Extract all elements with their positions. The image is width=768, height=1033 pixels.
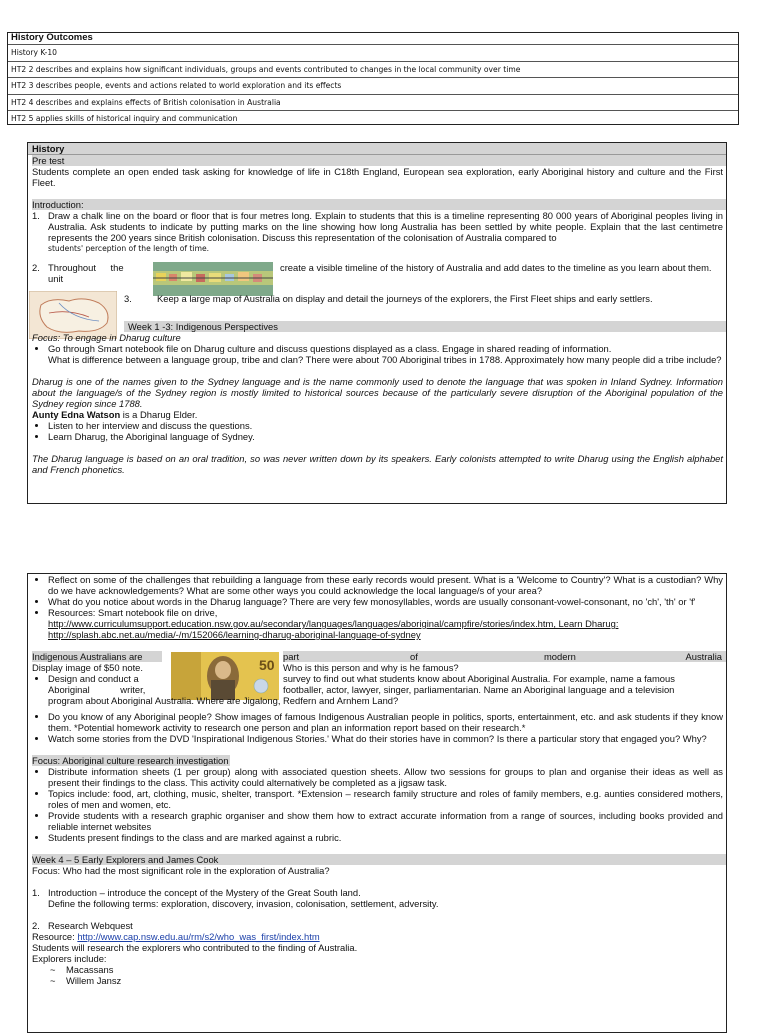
- webquest-link[interactable]: http://www.cap.nsw.edu.au/rm/s2/who_was_first/index.htm: [77, 931, 320, 942]
- outcomes-table: [7, 32, 739, 125]
- research-item: 2. Research Webquest: [32, 920, 133, 931]
- intro-item-3: 3. Keep a large map of Australia on display and detail the journeys of the explorers, the First Fleet ships and early settlers.: [32, 291, 723, 339]
- oral-tradition-paragraph: The Dharug language is based on an oral tradition, so was never written down by its speakers. Early colonists attempted to write Dharug using the English alphabet and French phonetics.: [32, 453, 723, 475]
- survey-left-2: Aboriginal writer,: [48, 684, 146, 695]
- history-section: [27, 142, 727, 504]
- intro-item-1-text: Draw a chalk line on the board or floor that is four metres long. Explain to students that this is a timeline representing 80 000 years of Aboriginal peoples living in Australia. Ask students to indicate by putting marks on the line showing how long Australia has been settled by white people. Explain that the last centimetre represents the 200 years since British colonisation. Discuss this representation of the colonisation of Australia compared to: [48, 210, 723, 243]
- list-item: [48, 673, 180, 695]
- survey-left: Design and conduct a: [48, 673, 139, 684]
- indigenous-block: [32, 651, 723, 709]
- bullet-text: Go through Smart notebook file on Dharug culture and discuss questions displayed as a class. Engage in shared reading of information.: [48, 343, 612, 354]
- explorer-item: ~ Willem Jansz: [66, 975, 723, 986]
- pretest-text: Students complete an open ended task asking for knowledge of life in C18th England, European sea exploration, early Aboriginal history and culture and the First Fleet.: [32, 166, 723, 188]
- list-item: • Learn Dharug, the Aboriginal language of Sydney.: [48, 431, 723, 442]
- students-research: Students will research the explorers who contributed to the finding of Australia.: [32, 942, 358, 953]
- display-note-text: Display image of $50 note.: [32, 662, 144, 673]
- outcome-row: HT2 3 describes people, events and actions related to world exploration and its effects: [8, 78, 738, 95]
- dharug-paragraph: Dharug is one of the names given to the Sydney language and is the name commonly used to denote the language that was spoken in Inland Sydney. Information about the language/s of the Sydney region is mostly limited to historical sources because of the particularly severe disruption of the Aboriginal population of the Sydney region since 1788.: [32, 376, 723, 409]
- fifty-dollar-note-image: [171, 652, 279, 700]
- resources-label: Resources: Smart notebook file on drive,: [48, 607, 218, 618]
- intro-item-2-tail: create a visible timeline of the history of Australia and add dates to the timeline as you learn about them.: [280, 262, 712, 273]
- aunty-name: Aunty Edna Watson: [32, 409, 121, 420]
- list-item: • Provide students with a research graphic organiser and show them how to extract accurate information from a range of sources, including books provided and reliable internet websites: [48, 810, 723, 832]
- outcome-row: HT2 2 describes and explains how significant individuals, groups and events contributed to changes in the local community over time: [8, 62, 738, 79]
- outcome-row: HT2 5 applies skills of historical inquiry and communication: [11, 114, 238, 123]
- list-item: • What do you notice about words in the Dharug language? There are very few monosyllables, words are usually consonant-vowel-consonant, no 'ch', 'th' or 'f': [48, 596, 723, 607]
- indigenous-australia: Australia: [685, 651, 722, 662]
- week-1-3-heading: Week 1 -3: Indigenous Perspectives: [124, 321, 726, 332]
- splash-link[interactable]: http://splash.abc.net.au/media/-/m/152066/learning-dharug-aboriginal-language-of-sydney: [48, 629, 421, 640]
- note-value: 50: [259, 657, 275, 673]
- intro-item-1: 1. Draw a chalk line on the board or floor that is four metres long. Explain to students that this is a timeline representing 80 000 years of Aboriginal peoples living in Australia. Ask students to indicate by putting marks on the line showing how long Australia has been settled by white people. Explain that the last centimetre represents the 200 years since British colonisation. Discuss this representation of the colonisation of Australia compared to students' perception of the length of time.: [32, 210, 723, 253]
- aunty-line: [32, 409, 723, 420]
- indigenous-left-text: Indigenous Australians are: [32, 651, 162, 662]
- list-item: • Reflect on some of the challenges that rebuilding a language from these early records would present. What is a 'Welcome to Country'? What is a custodian? Why do we have acknowledgements? What are some other ways you could acknowledge the local language/s of your area?: [48, 574, 723, 596]
- indigenous-right-shade: [283, 651, 726, 662]
- intro-item-2: 2. Throughout the unit create a visible timeline of the history of Australia and add dates to the timeline as you learn about them.: [32, 262, 723, 296]
- explorer-item: ~ Macassans: [66, 964, 723, 975]
- intro-item: 1. Introduction – introduce the concept of the Mystery of the Great South land. Define the following terms: exploration, discovery, invasion, colonisation, settlement, adversity.: [32, 887, 439, 909]
- focus-explorers: Focus: Who had the most significant role in the exploration of Australia?: [32, 865, 330, 876]
- explorers-label: Explorers include:: [32, 953, 107, 964]
- intro-item-3-text: Keep a large map of Australia on display and detail the journeys of the explorers, the First Fleet ships and early settlers.: [157, 293, 653, 304]
- intro-great-south-land: Introduction – introduce the concept of the Mystery of the Great South land.: [48, 887, 361, 898]
- resource-label: Resource:: [32, 931, 78, 942]
- survey-right-2: footballer, actor, lawyer, singer, parliamentarian. Name an Aboriginal language and a television: [283, 684, 675, 695]
- week-4-5-heading: Week 4 – 5 Early Explorers and James Cook: [32, 854, 726, 865]
- pretest-label: Pre test: [32, 155, 726, 166]
- list-item: • Listen to her interview and discuss the questions.: [48, 420, 723, 431]
- indigenous-part: part: [283, 651, 300, 662]
- aunty-rest: is a Dharug Elder.: [120, 409, 198, 420]
- list-item: [48, 607, 723, 640]
- bullet-text: What is difference between a language group, tribe and clan? There were about 700 Aboriginal tribes in 1788. Approximately how many people did a tribe include?: [48, 354, 722, 365]
- outcome-row: History K-10: [8, 45, 738, 62]
- list-item: • Students present findings to the class and are marked against a rubric.: [48, 832, 723, 843]
- outcomes-title: History Outcomes: [8, 33, 738, 45]
- define-terms: Define the following terms: exploration, discovery, invasion, colonisation, settlement, adversity.: [48, 898, 439, 909]
- survey-right: survey to find out what students know about Aboriginal Australia. For example, name a famous: [283, 673, 675, 684]
- curriculum-link[interactable]: http://www.curriculumsupport.education.nsw.gov.au/secondary/languages/languages/aboriginal/campfire/stories/index.htm, Learn Dharug:: [48, 618, 619, 629]
- intro-label: Introduction:: [32, 199, 726, 210]
- intro-item-1-tail: students' perception of the length of time.: [48, 244, 210, 253]
- list-item: [48, 343, 723, 365]
- history-heading: History: [28, 143, 726, 155]
- list-item: • Watch some stories from the DVD 'Inspirational Indigenous Stories.' What do their stories have in common? Is there a particular story that engaged you? Why?: [48, 733, 723, 744]
- indigenous-of: of: [410, 651, 418, 662]
- list-item: • Distribute information sheets (1 per group) along with associated question sheets. Allow two sessions for groups to plan and organise their ideas as well as present their findings to the class. This activity could alternatively be completed as a jigsaw task.: [48, 766, 723, 788]
- outcome-row: HT2 4 describes and explains effects of British colonisation in Australia: [8, 95, 738, 112]
- list-item: • Do you know of any Aboriginal people? Show images of famous Indigenous Australian people in politics, sports, entertainment, etc. and ask students if they know them. *Potential homework activity to research one person and plan an information report based on their research.*: [48, 711, 723, 733]
- page-2-section: [27, 573, 727, 1033]
- who-question: Who is this person and why is he famous?: [283, 662, 459, 673]
- list-item: • Topics include: food, art, clothing, music, shelter, transport. *Extension – research family structure and roles of family members, e.g. aunties considered mothers, roles of men and women, etc.: [48, 788, 723, 810]
- indigenous-modern: modern: [544, 651, 576, 662]
- focus-dharug: Focus: To engage in Dharug culture: [32, 332, 181, 343]
- resource-line: [32, 931, 723, 942]
- intro-item-2-text: Throughout the unit: [48, 262, 124, 284]
- focus-research: Focus: Aboriginal culture research investigation: [32, 755, 229, 766]
- survey-tail: program about Aboriginal Australia. Where are Jigalong, Redfern and Arnhem Land?: [48, 695, 399, 706]
- research-webquest: Research Webquest: [48, 920, 133, 931]
